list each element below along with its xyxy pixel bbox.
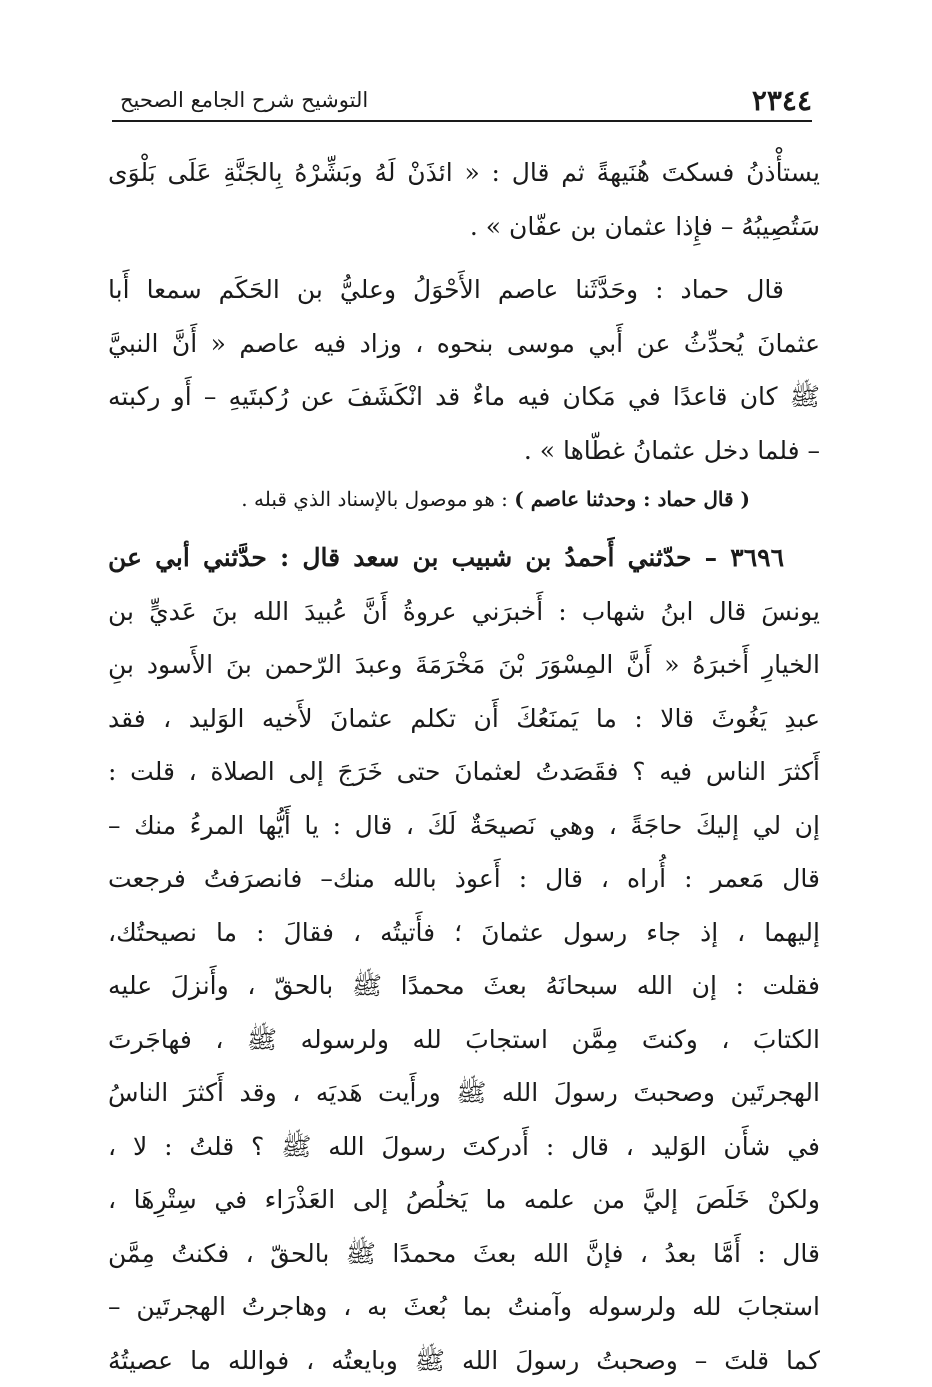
text-line: عبدِ يَغُوثَ قالا : ما يَمنَعُكَ أَن تكلم عثمانَ لأَخيه الوَليد ، فقد <box>108 692 820 746</box>
text-line: إن لي إليكَ حاجَةً ، وهي نَصيحَةٌ لَكَ ، قال : يا أَيُّها المرءُ منك – <box>108 799 820 853</box>
text-line: يستأْذنُ فسكتَ هُنَيهةً ثم قال : « ائذَنْ لَهُ وبَشِّرْهُ بِالجَنَّةِ عَلَى بَلْوَى <box>108 146 820 200</box>
text-line: كما قلتَ – وصحبتُ رسولَ الله ﷺ وبايعتُه ، فوالله ما عصيتُهُ <box>108 1334 820 1387</box>
text-line: قال حماد : وحَدَّثَنا عاصم الأَحْوَلُ وعليُّ بن الحَكَم سمعا أَبا <box>108 263 820 317</box>
note-text: : هو موصول بالإسناد الذي قبله . <box>241 487 514 511</box>
text-line: عثمانَ يُحدِّثُ عن أَبي موسى بنحوه ، وزاد فيه عاصم « أَنَّ النبيَّ <box>108 317 820 371</box>
text-line: استجابَ لله ولرسوله وآمنتُ بما بُعثَ به ، وهاجرتُ الهجرتَين – <box>108 1280 820 1334</box>
text-line: يونسَ قال ابنُ شهاب : أَخبرَني عروةُ أَنَّ عُبيدَ الله بنَ عَديٍّ بن <box>108 585 820 639</box>
text-line: – فلما دخل عثمانُ غطّاها » . <box>108 424 820 478</box>
text-line: أَكثرَ الناس فيه ؟ فقَصَدتُ لعثمانَ حتى خَرَجَ إلى الصلاة ، قلت : <box>108 745 820 799</box>
text-line: فقلت : إن الله سبحانَهُ بعثَ محمدًا ﷺ بالحقّ ، وأَنزلَ عليه <box>108 959 820 1013</box>
page-body <box>108 146 820 1387</box>
text-line: ولكنْ خَلَصَ إليَّ من علمه ما يَخلُصُ إلى العَذْرَاء في سِتْرِهَا ، <box>108 1173 820 1227</box>
page-header <box>112 80 812 122</box>
page-number: ٢٣٤٤ <box>752 84 812 117</box>
text-line: ﷺ كان قاعدًا في مَكان فيه ماءٌ قد انْكَشَفَ عن رُكبتَيهِ – أَو ركبته <box>108 370 820 424</box>
text-line: في شأَن الوَليد ، قال : أَدركتَ رسولَ الله ﷺ ؟ قلتُ : لا ، <box>108 1120 820 1174</box>
commentary-note <box>108 477 820 521</box>
running-title: التوشيح شرح الجامع الصحيح <box>120 88 368 112</box>
text-line: سَتُصِيبُهُ – فإِذا عثمان بن عفّان » . <box>108 200 820 254</box>
text-line: الخيارِ أَخبرَهُ « أَنَّ المِسْوَرَ بْنَ مَخْرَمَةَ وعبدَ الرّحمن بنَ الأَسود بنِ <box>108 638 820 692</box>
text-line: قال مَعمر : أُراه ، قال : أَعوذ بالله منك– فانصرَفتُ فرجعت <box>108 852 820 906</box>
text-line: قال : أَمَّا بعدُ ، فإنَّ الله بعثَ محمدًا ﷺ بالحقّ ، فكنتُ مِمَّن <box>108 1227 820 1281</box>
text-line: إليهما ، إذ جاء رسول عثمانَ ؛ فأَتيتُه ، فقالَ : ما نصيحتُك، <box>108 906 820 960</box>
hadith-start-line: ٣٦٩٦ – حدّثني أَحمدُ بن شبيب بن سعد قال : حدَّثني أبي عن <box>108 531 820 585</box>
text-line: الهجرتَين وصحبتَ رسولَ الله ﷺ ورأَيت هَديَه ، وقد أَكثرَ الناسُ <box>108 1066 820 1120</box>
text-line: الكتابَ ، وكنتَ مِمَّن استجابَ لله ولرسوله ﷺ ، فهاجَرتَ <box>108 1013 820 1067</box>
note-term: ( قال حماد : وحدثنا عاصم ) <box>514 487 750 511</box>
